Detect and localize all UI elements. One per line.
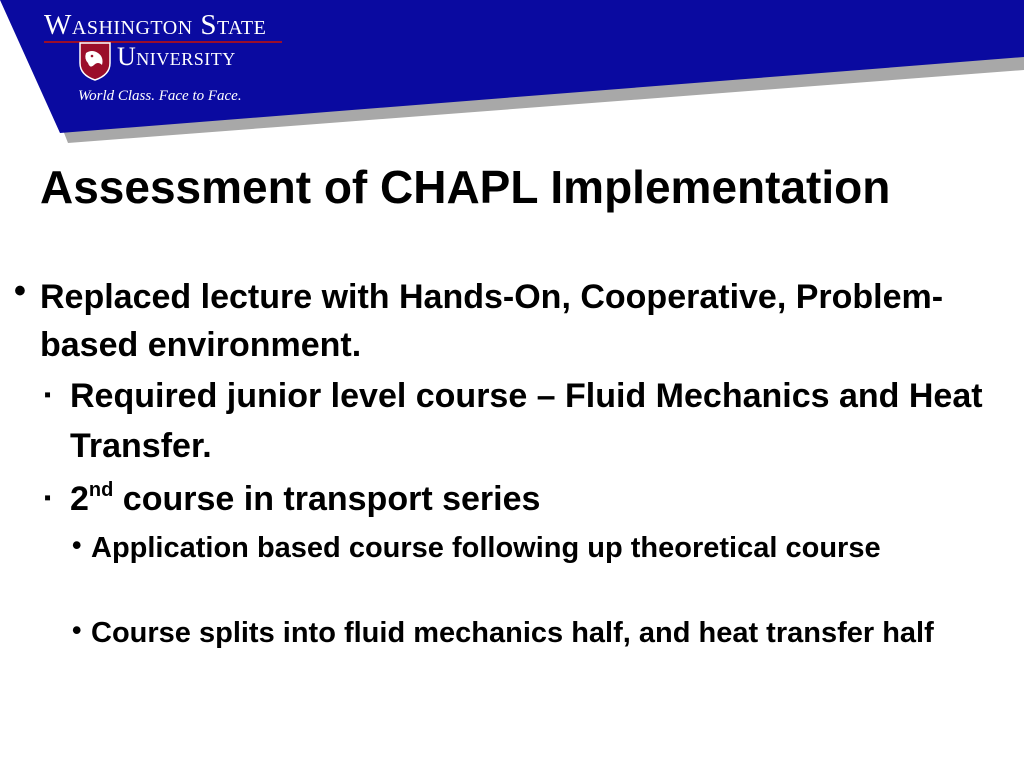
wsu-cougar-shield-icon <box>78 41 112 81</box>
bullet-level3-text: Application based course following up theoretical course <box>91 532 881 564</box>
bullet-text-prefix: 2 <box>70 480 89 518</box>
bullet-marker-level3: • <box>72 530 82 560</box>
bullet-marker-level2: ▪ <box>44 487 52 509</box>
bullet-marker-level2: ▪ <box>44 384 52 406</box>
bullet-level3-text: Course splits into fluid mechanics half, and heat transfer half <box>91 617 934 649</box>
university-name-line2: University <box>117 42 236 71</box>
bullet-marker-level3: • <box>72 615 82 645</box>
ordinal-superscript: nd <box>88 479 114 501</box>
slide-title: Assessment of CHAPL Implementation <box>40 161 891 213</box>
bullet-text-suffix: course in transport series <box>113 480 541 518</box>
bullet-marker-level1: • <box>14 272 26 310</box>
bullet-level2-text: Required junior level course – Fluid Mechanics and Heat Transfer. <box>70 377 983 465</box>
university-name-line1: Washington State <box>44 9 267 41</box>
bullet-level2-text <box>70 474 1000 524</box>
university-tagline: World Class. Face to Face. <box>78 88 242 104</box>
bullet-level1-text: Replaced lecture with Hands-On, Cooperative, Problem-based environment. <box>40 278 944 364</box>
